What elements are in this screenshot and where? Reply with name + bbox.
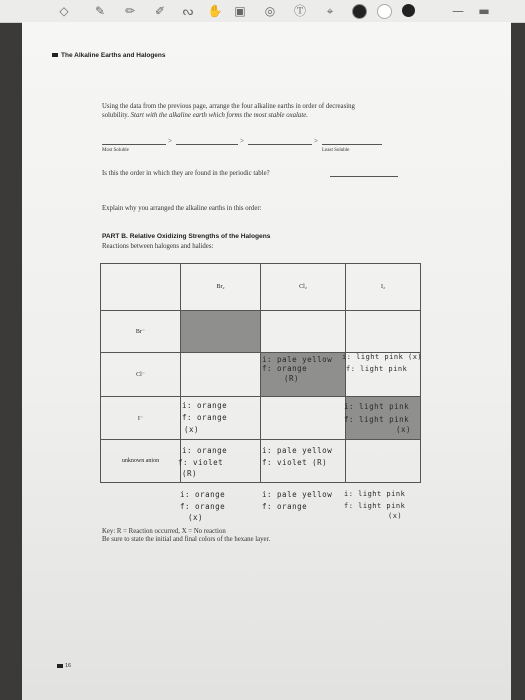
part-b-title: PART B. Relative Oxidizing Strengths of the Halogens	[102, 233, 271, 240]
lasso-icon[interactable]: ᔓ	[182, 4, 194, 18]
hw-u-br-result: (x)	[188, 513, 204, 522]
answer-blank-4[interactable]	[322, 144, 382, 145]
answer-blank-2[interactable]	[176, 144, 238, 145]
textbox-icon[interactable]: Ⓣ	[293, 4, 306, 18]
instructions-line1: Using the data from the previous page, arrange the four alkaline earths in order of decreasing	[102, 103, 355, 110]
hw-br-cl-initial: i: pale yellow	[262, 355, 333, 364]
hw-i-cl-initial: i: pale yellow	[262, 446, 333, 455]
hw-i-br-initial: i: orange	[182, 446, 228, 455]
hand-icon[interactable]: ✋	[207, 4, 223, 18]
hw-u-br-final: f: orange	[180, 502, 226, 511]
hw-u-cl-final: f: orange	[262, 502, 308, 511]
arrow-3: >	[314, 137, 318, 145]
hw-br-i-final: f: light pink	[346, 365, 408, 373]
question-explain: Explain why you arranged the alkaline earths in this order:	[102, 205, 262, 212]
highlighter-icon[interactable]: ✐	[154, 4, 166, 18]
cell-u-i2[interactable]	[346, 440, 421, 483]
least-soluble-label: Least Soluble	[322, 148, 350, 153]
stroke-thin-icon[interactable]: —	[452, 4, 464, 18]
hw-cl-i-final: f: light pink	[344, 415, 410, 424]
cell-cl-br2[interactable]	[181, 353, 261, 397]
arrow-1: >	[168, 137, 172, 145]
image-icon[interactable]: ▣	[234, 4, 246, 18]
answer-blank-periodic[interactable]	[330, 176, 398, 177]
hw-cl-i-result: (x)	[396, 425, 412, 434]
table-corner	[101, 264, 181, 311]
answer-blank-3[interactable]	[248, 144, 312, 145]
hw-br-cl-final: f: orange	[262, 364, 308, 373]
worksheet-page	[22, 22, 511, 700]
instructions-line2: solubility. Start with the alkaline earth which forms the most stable oxalate.	[102, 112, 308, 119]
color-black-icon[interactable]	[352, 4, 367, 19]
hw-u-i-final: f: light pink	[344, 502, 406, 510]
hw-u-i-result: (x)	[388, 512, 403, 520]
hw-cl-br-result: (x)	[184, 425, 200, 434]
hw-i-br-result: (R)	[182, 469, 198, 478]
pen-icon[interactable]: ✎	[94, 4, 106, 18]
hw-cl-i-initial: i: light pink	[344, 402, 410, 411]
page-header	[52, 52, 166, 59]
page-title: The Alkaline Earths and Halogens	[61, 52, 166, 59]
hw-i-br-final: f: violet	[178, 458, 224, 467]
page-number: 16	[57, 663, 71, 669]
color-white-icon[interactable]	[377, 4, 392, 19]
col-header-br2: Br₂	[181, 264, 261, 311]
row-header-i: I⁻	[101, 397, 181, 440]
key-note: Be sure to state the initial and final colors of the hexane layer.	[102, 536, 271, 543]
hw-u-i-initial: i: light pink	[344, 490, 406, 498]
most-soluble-label: Most Soluble	[102, 148, 129, 153]
hw-u-cl-initial: i: pale yellow	[262, 490, 333, 499]
part-b-subtitle: Reactions between halogens and halides:	[102, 243, 214, 250]
hw-br-cl-result: (R)	[284, 374, 300, 383]
key-legend: Key: R = Reaction occurred, X = No reaction	[102, 528, 226, 535]
cell-br-cl2[interactable]	[261, 311, 346, 353]
question-periodic-order: Is this the order in which they are found in the periodic table?	[102, 170, 270, 177]
col-header-i2: I₂	[346, 264, 421, 311]
row-header-unknown: unknown anion	[101, 440, 181, 483]
annotation-toolbar	[0, 0, 525, 23]
cell-br-br2	[181, 311, 261, 353]
hw-cl-br-final: f: orange	[182, 413, 228, 422]
hw-cl-br-initial: i: orange	[182, 401, 228, 410]
shape-icon[interactable]: ◇	[59, 4, 69, 18]
cell-br-i2[interactable]	[346, 311, 421, 353]
pencil-icon[interactable]: ✏	[124, 4, 136, 18]
hw-i-cl-final: f: violet (R)	[262, 458, 328, 467]
link-icon[interactable]: ⌖	[326, 4, 334, 18]
arrow-2: >	[240, 137, 244, 145]
hw-br-i-initial: i: light pink (x)	[342, 353, 423, 361]
camera-icon[interactable]: ◎	[264, 4, 276, 18]
hw-u-br-initial: i: orange	[180, 490, 226, 499]
halogen-reaction-table	[100, 263, 421, 483]
color-dark-icon[interactable]	[402, 4, 415, 17]
stroke-thick-icon[interactable]: ▬	[478, 4, 490, 18]
answer-blank-1[interactable]	[102, 144, 166, 145]
row-header-cl: Cl⁻	[101, 353, 181, 397]
col-header-cl2: Cl₂	[261, 264, 346, 311]
cell-i-cl2[interactable]	[261, 397, 346, 440]
row-header-br: Br⁻	[101, 311, 181, 353]
